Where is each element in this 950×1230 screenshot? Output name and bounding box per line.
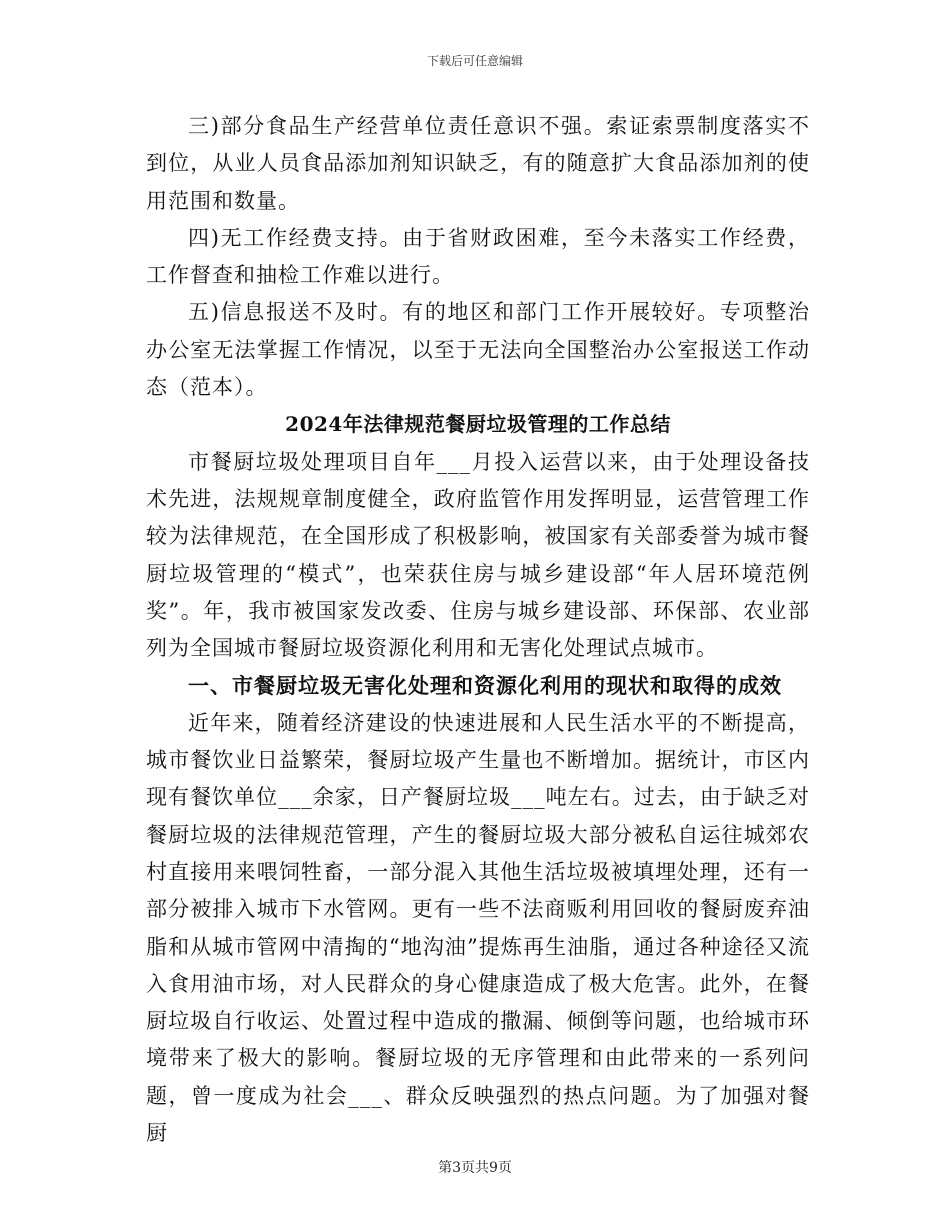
section-title: 2024年法律规范餐厨垃圾管理的工作总结	[285, 412, 671, 437]
intro-paragraph: 市餐厨垃圾处理项目自年___月投入运营以来，由于处理设备技术先进，法规规章制度健全，政府监管作用发挥明显，运营管理工作较为法律规范，在全国形成了积极影响，被国家有关部委誉为城市餐厨垃圾管理的“模式”，也荣获住房与城乡建设部“年人居环境范例奖”。年，我市被国家发改委、住房与城乡建设部、环保部、农业部列为全国城市餐厨垃圾资源化利用和无害化处理试点城市。	[146, 449, 810, 661]
paragraph-item-4: 四)无工作经费支持。由于省财政困难，至今未落实工作经费，工作督查和抽检工作难以进行。	[146, 225, 810, 288]
page-number: 第3页共9页	[438, 1160, 512, 1176]
document-body	[146, 108, 810, 1152]
paragraph-item-5: 五)信息报送不及时。有的地区和部门工作开展较好。专项整治办公室无法掌握工作情况，以至于无法向全国整治办公室报送工作动态（范本）。	[146, 300, 810, 400]
body-paragraph: 近年来，随着经济建设的快速进展和人民生活水平的不断提高，城市餐饮业日益繁荣，餐厨垃圾产生量也不断增加。据统计，市区内现有餐饮单位___余家，日产餐厨垃圾___吨左右。过去，由于缺乏对餐厨垃圾的法律规范管理，产生的餐厨垃圾大部分被私自运往城郊农村直接用来喂饲牲畜，一部分混入其他生活垃圾被填埋处理，还有一部分被排入城市下水管网。更有一些不法商贩利用回收的餐厨废弃油脂和从城市管网中清掏的“地沟油”提炼再生油脂，通过各种途径又流入食用油市场，对人民群众的身心健康造成了极大危害。此外，在餐厨垃圾自行收运、处置过程中造成的撒漏、倾倒等问题，也给城市环境带来了极大的影响。餐厨垃圾的无序管理和由此带来的一系列问题，曾一度成为社会___、群众反映强烈的热点问题。为了加强对餐厨	[146, 710, 810, 1146]
subheading-1: 一、市餐厨垃圾无害化处理和资源化利用的现状和取得的成效	[188, 673, 782, 699]
paragraph-item-3: 三)部分食品生产经营单位责任意识不强。索证索票制度落实不到位，从业人员食品添加剂知识缺乏，有的随意扩大食品添加剂的使用范围和数量。	[146, 114, 810, 213]
header-note: 下载后可任意编辑	[426, 54, 523, 68]
